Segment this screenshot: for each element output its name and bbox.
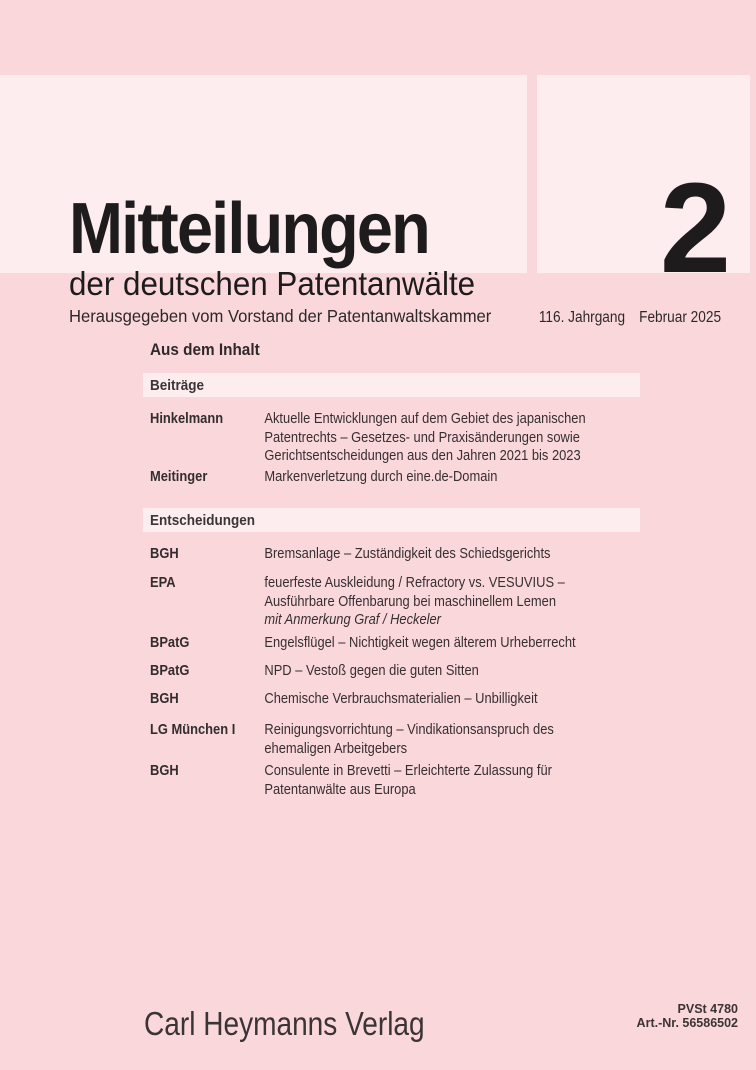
footer-publisher: Carl Heymanns Verlag	[144, 1005, 425, 1042]
footer-article-number: Art.-Nr. 56586502	[636, 1016, 738, 1030]
toc-text	[264, 468, 648, 487]
section-title: Beiträge	[150, 376, 205, 394]
section-band	[143, 508, 640, 532]
toc-label: BGH	[150, 762, 179, 779]
toc-label: BPatG	[150, 634, 190, 651]
toc-row	[150, 662, 649, 681]
volume-label: 116. Jahrgang	[538, 309, 626, 326]
publisher-line: Herausgegeben vom Vorstand der Patentanwaltskammer	[69, 306, 492, 326]
toc-text	[264, 634, 648, 653]
toc-text	[264, 721, 648, 758]
toc-row	[150, 410, 649, 466]
footer-meta	[637, 1002, 738, 1030]
toc-row	[150, 721, 649, 758]
toc-row	[150, 762, 649, 799]
toc-text-line: Reinigungsvorrichtung – Vindikationsanspruch des	[264, 721, 554, 738]
toc-text-line: Patentrechts – Gesetzes- und Praxisänderungen sowie	[264, 428, 580, 446]
toc-text-line: Patentanwälte aus Europa	[264, 780, 416, 798]
toc-text-line: ehemaligen Arbeitgebers	[264, 739, 408, 757]
toc-text-line: Chemische Verbrauchsmaterialien – Unbilligkeit	[264, 690, 538, 707]
toc-text-line: NPD – Vestoß gegen die guten Sitten	[264, 662, 479, 679]
toc-text-line: Ausführbare Offenbarung bei maschinellem Lemen	[264, 592, 557, 610]
toc-label: Hinkelmann	[150, 410, 224, 427]
toc-text-line: Consulente in Brevetti – Erleichterte Zulassung für	[264, 762, 552, 779]
issue-line	[539, 309, 721, 327]
toc-label: Meitinger	[150, 468, 208, 485]
issue-number: 2	[659, 157, 731, 300]
toc-text	[264, 545, 648, 564]
toc-label: BGH	[150, 690, 179, 707]
toc-label: EPA	[150, 574, 176, 591]
issue-panel	[537, 75, 750, 326]
journal-subtitle: der deutschen Patentanwälte	[69, 265, 476, 302]
toc-text-line: Engelsflügel – Nichtigkeit wegen älterem Urheberrecht	[264, 634, 576, 651]
toc-label: BPatG	[150, 662, 190, 679]
section-band	[143, 373, 640, 397]
contents-heading: Aus dem Inhalt	[150, 340, 260, 359]
toc-text	[264, 690, 648, 709]
issue-date: Februar 2025	[639, 309, 721, 326]
toc-label: BGH	[150, 545, 179, 562]
footer-postal-code: PVSt 4780	[677, 1002, 738, 1016]
toc-text-line: Gerichtsentscheidungen aus den Jahren 2021 bis 2023	[264, 447, 581, 464]
toc-text-line: feuerfeste Auskleidung / Refractory vs. VESUVIUS –	[264, 574, 565, 591]
toc-note: mit Anmerkung Graf / Heckeler	[264, 611, 441, 628]
toc-text-line: Aktuelle Entwicklungen auf dem Gebiet des japanischen	[264, 410, 586, 427]
toc-text	[264, 574, 648, 630]
toc-text	[264, 410, 648, 466]
toc-row	[150, 545, 649, 564]
toc-row	[150, 468, 649, 487]
toc-text	[264, 662, 648, 681]
masthead-panel	[0, 75, 527, 326]
toc-row	[150, 574, 649, 630]
journal-title: Mitteilungen	[69, 189, 429, 269]
toc-row	[150, 634, 649, 653]
toc-row	[150, 690, 649, 709]
toc-text-line: Markenverletzung durch eine.de-Domain	[264, 468, 498, 485]
toc-text-line: Bremsanlage – Zuständigkeit des Schiedsgerichts	[264, 545, 551, 562]
toc-label: LG München I	[150, 721, 236, 738]
toc-text	[264, 762, 648, 799]
section-title: Entscheidungen	[150, 511, 256, 529]
